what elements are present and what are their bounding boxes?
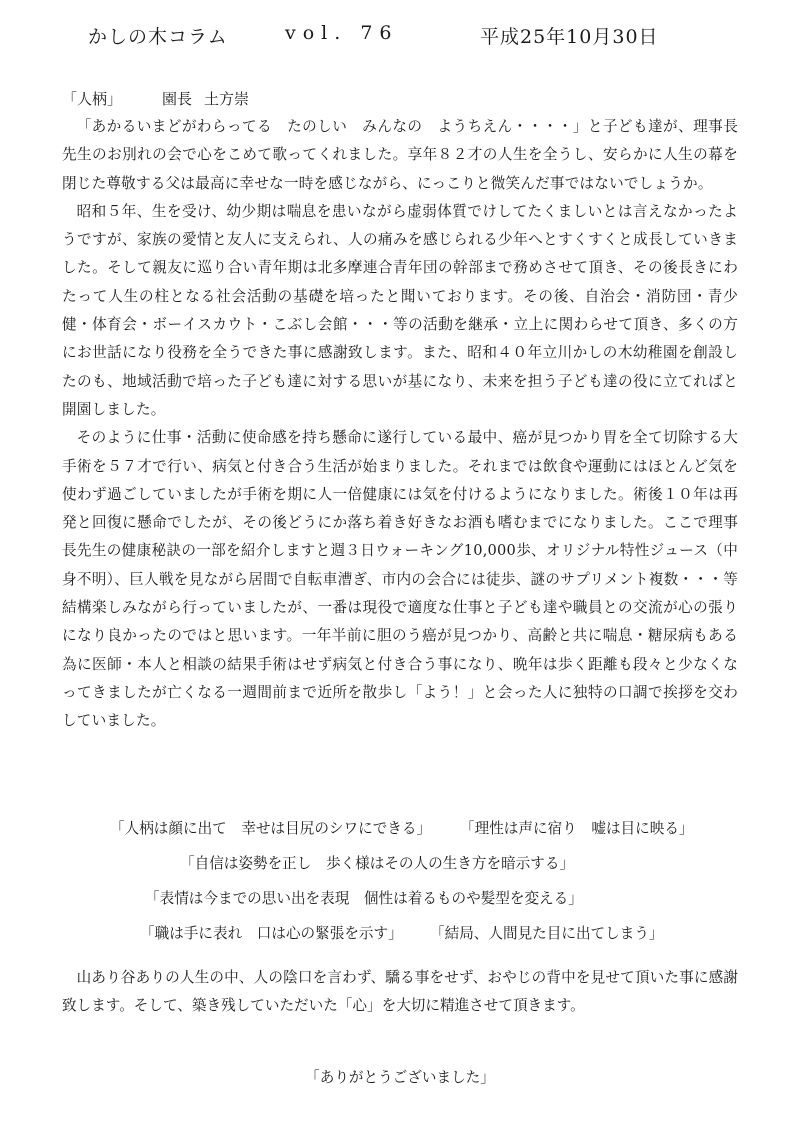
article-body <box>62 113 738 736</box>
quote: 「表情は今までの思い出を表現 個性は着るものや髪型を変える」 <box>145 890 583 907</box>
paragraph: 「あかるいまどがわらってる たのしい みんなの ようちえん・・・・」と子ども達が、理事長先生のお別れの会で心をこめて歌ってくれました。享年８２才の人生を全うし、安らかに人生の幕を閉じた尊敬する父は最高に幸せな一時を感じながら、にっこりと微笑んだ事ではないでしょうか。 <box>62 118 738 192</box>
paragraph: そのように仕事・活動に使命感を持ち懸命に遂行している最中、癌が見つかり胃を全て切除する大手術を５７才で行い、病気と付き合う生活が始まりました。それまでは飲食や運動にはほとんど気を使わず過ごしていましたが手術を期に人一倍健康には気を付けるようになりました。術後１０年は再発と回復に懸命でしたが、その後どうにか落ち着き好きなお酒も嗜むまでになりました。ここで理事長先生の健康秘訣の一部を紹介しますと週３日ウォーキング10,000歩、オリジナル特性ジュース（中身不明）、巨人戦を見ながら居間で自転車漕ぎ、市内の会合には徒歩、謎のサプリメント複数・・・等結構楽しみながら行っていましたが、一番は現役で適度な仕事と子ども達や職員との交流が心の張りになり良かったのではと思います。一年半前に胆のう癌が見つかり、高齢と共に喘息・糖尿病もある為に医師・本人と相談の結果手術はせず病気と付き合う事になり、晩年は歩く距離も段々と少なくなってきましたが亡くなる一週間前まで近所を散歩し「よう！」と会った人に独特の口調で挨拶を交わしていました。 <box>62 429 738 730</box>
author-role: 園長 <box>162 90 193 108</box>
article-title-line <box>62 88 249 109</box>
closing-paragraph <box>62 964 738 1021</box>
author-name: 土方崇 <box>204 90 250 108</box>
quote: 「結局、人間見た目に出てしまう」 <box>430 925 664 942</box>
column-date: 平成25年10月30日 <box>480 26 659 48</box>
thanks-line: 「ありがとうございました」 <box>305 1069 495 1086</box>
paragraph: 山あり谷ありの人生の中、人の陰口を言わず、驕る事をせず、おやじの背中を見せて頂いた事に感謝致します。そして、築き残していただいた「心」を大切に精進させて頂きます。 <box>62 969 738 1015</box>
column-series-title: かしの木コラム <box>88 26 228 48</box>
quote: 「人柄は顔に出て 幸せは目尻のシワにできる」 <box>110 820 432 837</box>
quote: 「職は手に表れ 口は心の緊張を示す」 <box>140 925 403 942</box>
column-header <box>0 22 800 52</box>
column-volume: vol. 76 <box>285 22 399 44</box>
quote: 「自信は姿勢を正し 歩く様はその人の生き方を暗示する」 <box>180 855 575 872</box>
quote: 「理性は声に宿り 嘘は目に映る」 <box>460 820 694 837</box>
paragraph: 昭和５年、生を受け、幼少期は喘息を患いながら虚弱体質でけしてたくましいとは言えなかったようですが、家族の愛情と友人に支えられ、人の痛みを感じられる少年へとすくすくと成長していきました。そして親友に巡り合い青年期は北多摩連合青年団の幹部まで務めさせて頂き、その後長きにわたって人生の柱となる社会活動の基礎を培ったと聞いております。その後、自治会・消防団・青少健・体育会・ボーイスカウト・こぶし会館・・・等の活動を継承・立上に関わらせて頂き、多くの方にお世話になり役務を全うできた事に感謝致します。また、昭和４０年立川かしの木幼稚園を創設したのも、地域活動で培った子ども達に対する思いが基になり、未来を担う子ども達の役に立てればと開園しました。 <box>62 202 738 418</box>
article-title: 「人柄」 <box>62 90 123 108</box>
